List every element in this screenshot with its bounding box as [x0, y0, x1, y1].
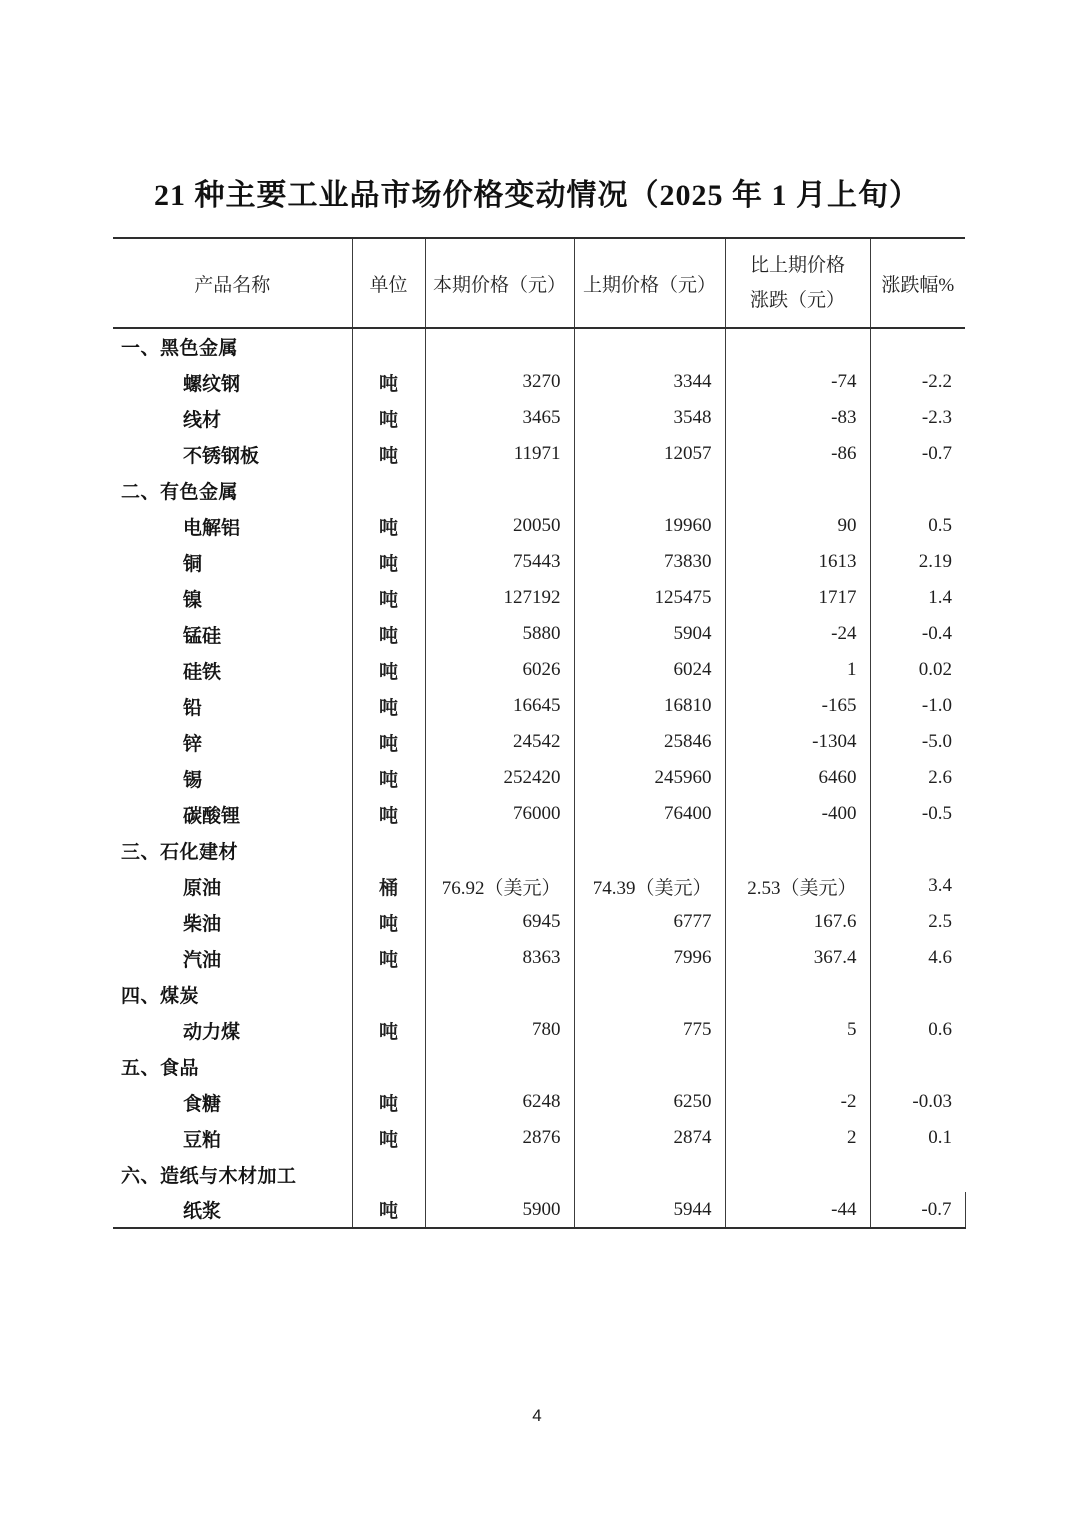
previous-price-cell [574, 328, 725, 364]
price-change-cell: -1304 [725, 724, 870, 760]
current-price-cell: 6026 [425, 652, 574, 688]
table-row [113, 616, 965, 652]
product-name-cell: 原油 [113, 868, 352, 904]
pct-change-cell: 0.02 [918, 659, 952, 680]
current-price-cell: 5900 [425, 1192, 574, 1228]
price-change-cell: 1613 [725, 544, 870, 580]
price-change-cell: 5 [725, 1012, 870, 1048]
previous-price-cell: 73830 [574, 544, 725, 580]
unit-cell: 吨 [352, 400, 425, 436]
price-change-cell: 167.6 [725, 904, 870, 940]
pct-change-cell [870, 1048, 965, 1084]
unit-cell: 桶 [352, 868, 425, 904]
table-row [113, 1156, 965, 1192]
pct-change-cell: 0.5 [928, 515, 952, 536]
pct-change-cell: -0.4 [921, 623, 952, 644]
product-name-cell: 铜 [113, 544, 352, 580]
price-table [113, 237, 966, 1229]
unit-cell [352, 328, 425, 364]
product-name-cell: 锰硅 [113, 616, 352, 652]
pct-change-cell [870, 976, 965, 1012]
pct-change-cell: -0.03 [912, 1091, 952, 1112]
product-name-cell: 汽油 [113, 940, 352, 976]
previous-price-cell: 3344 [574, 364, 725, 400]
pct-change-cell: -1.0 [921, 695, 952, 716]
previous-price-cell: 6250 [574, 1084, 725, 1120]
current-price-cell: 6248 [425, 1084, 574, 1120]
pct-change-cell: -0.7 [870, 1192, 965, 1228]
table-row [113, 976, 965, 1012]
table-row [113, 1084, 965, 1120]
unit-cell: 吨 [352, 616, 425, 652]
pct-change-cell: 4.6 [928, 947, 952, 968]
price-change-cell: 6460 [725, 760, 870, 796]
header-product-name: 产品名称 [113, 238, 352, 328]
pct-change-cell [870, 472, 965, 508]
unit-cell: 吨 [352, 580, 425, 616]
price-change-cell: 2 [725, 1120, 870, 1156]
pct-change-cell: -5.0 [921, 731, 952, 752]
table-row [113, 364, 965, 400]
price-change-cell: -24 [725, 616, 870, 652]
unit-cell: 吨 [352, 760, 425, 796]
table-row [113, 472, 965, 508]
previous-price-cell: 16810 [574, 688, 725, 724]
table-row [113, 1012, 965, 1048]
price-change-cell: -44 [725, 1192, 870, 1228]
price-change-cell [725, 832, 870, 868]
current-price-cell: 3270 [425, 364, 574, 400]
current-price-cell: 24542 [425, 724, 574, 760]
previous-price-cell: 245960 [574, 760, 725, 796]
previous-price-cell: 6024 [574, 652, 725, 688]
pct-change-cell: -2.3 [921, 407, 952, 428]
product-name-cell: 线材 [113, 400, 352, 436]
price-change-cell: 90 [725, 508, 870, 544]
table-header [113, 238, 965, 328]
pct-change-cell [870, 1156, 965, 1192]
table-row [113, 508, 965, 544]
product-name-cell: 四、煤炭 [113, 976, 352, 1012]
current-price-cell: 127192 [425, 580, 574, 616]
pct-change-cell: 0.1 [928, 1127, 952, 1148]
table-row [113, 940, 965, 976]
price-change-cell [725, 976, 870, 1012]
previous-price-cell [574, 1048, 725, 1084]
header-unit: 单位 [352, 238, 425, 328]
header-previous-price: 上期价格（元） [574, 238, 725, 328]
table-row [113, 832, 965, 868]
product-name-cell: 五、食品 [113, 1048, 352, 1084]
previous-price-cell: 775 [574, 1012, 725, 1048]
previous-price-cell: 76400 [574, 796, 725, 832]
unit-cell [352, 1156, 425, 1192]
previous-price-cell: 74.39（美元） [574, 868, 725, 904]
previous-price-cell: 6777 [574, 904, 725, 940]
current-price-cell: 6945 [425, 904, 574, 940]
table-row [113, 1192, 965, 1228]
current-price-cell: 76000 [425, 796, 574, 832]
table-row [113, 688, 965, 724]
current-price-cell [425, 1048, 574, 1084]
pct-change-cell: -0.5 [921, 803, 952, 824]
pct-change-cell: 2.6 [928, 767, 952, 788]
current-price-cell: 780 [425, 1012, 574, 1048]
unit-cell: 吨 [352, 1084, 425, 1120]
product-name-cell: 豆粕 [113, 1120, 352, 1156]
previous-price-cell [574, 832, 725, 868]
pct-change-cell [870, 832, 965, 868]
page-number: 4 [532, 1406, 542, 1425]
table-row [113, 760, 965, 796]
unit-cell: 吨 [352, 940, 425, 976]
table-row [113, 904, 965, 940]
product-name-cell: 动力煤 [113, 1012, 352, 1048]
price-change-cell [725, 1156, 870, 1192]
current-price-cell: 76.92（美元） [425, 868, 574, 904]
table-row [113, 544, 965, 580]
current-price-cell: 75443 [425, 544, 574, 580]
product-name-cell: 一、黑色金属 [113, 328, 352, 364]
current-price-cell [425, 832, 574, 868]
unit-cell: 吨 [352, 364, 425, 400]
table-body [113, 328, 965, 1228]
previous-price-cell: 5904 [574, 616, 725, 652]
product-name-cell: 螺纹钢 [113, 364, 352, 400]
unit-cell: 吨 [352, 904, 425, 940]
current-price-cell: 16645 [425, 688, 574, 724]
unit-cell [352, 1048, 425, 1084]
current-price-cell: 11971 [425, 436, 574, 472]
unit-cell: 吨 [352, 1192, 425, 1228]
unit-cell: 吨 [352, 436, 425, 472]
pct-change-cell: 2.19 [918, 551, 952, 572]
previous-price-cell [574, 472, 725, 508]
previous-price-cell [574, 976, 725, 1012]
header-price-change-line1: 比上期价格 [749, 254, 845, 276]
current-price-cell: 252420 [425, 760, 574, 796]
unit-cell [352, 976, 425, 1012]
previous-price-cell: 19960 [574, 508, 725, 544]
product-name-cell: 六、造纸与木材加工 [113, 1156, 352, 1192]
table-row [113, 652, 965, 688]
current-price-cell: 20050 [425, 508, 574, 544]
header-price-change-line2: 涨跌（元） [749, 290, 845, 311]
table-row [113, 868, 965, 904]
previous-price-cell: 2874 [574, 1120, 725, 1156]
pct-change-cell: 2.5 [928, 911, 952, 932]
product-name-cell: 硅铁 [113, 652, 352, 688]
product-name-cell: 镍 [113, 580, 352, 616]
unit-cell: 吨 [352, 796, 425, 832]
current-price-cell [425, 472, 574, 508]
current-price-cell: 8363 [425, 940, 574, 976]
price-change-cell: 1717 [725, 580, 870, 616]
previous-price-cell: 125475 [574, 580, 725, 616]
price-change-cell [725, 1048, 870, 1084]
current-price-cell [425, 1156, 574, 1192]
pct-change-cell: 1.4 [928, 587, 952, 608]
price-change-cell [725, 328, 870, 364]
table-row [113, 724, 965, 760]
price-change-cell: 1 [725, 652, 870, 688]
previous-price-cell: 5944 [574, 1192, 725, 1228]
header-row [113, 238, 965, 328]
pct-change-cell: 0.6 [928, 1019, 952, 1040]
product-name-cell: 三、石化建材 [113, 832, 352, 868]
product-name-cell: 锡 [113, 760, 352, 796]
price-change-cell: -400 [725, 796, 870, 832]
unit-cell [352, 472, 425, 508]
price-change-cell [725, 472, 870, 508]
previous-price-cell: 3548 [574, 400, 725, 436]
unit-cell: 吨 [352, 508, 425, 544]
previous-price-cell: 12057 [574, 436, 725, 472]
product-name-cell: 二、有色金属 [113, 472, 352, 508]
previous-price-cell: 25846 [574, 724, 725, 760]
current-price-cell [425, 328, 574, 364]
product-name-cell: 锌 [113, 724, 352, 760]
page-title: 21 种主要工业品市场价格变动情况（2025 年 1 月上旬） [154, 179, 920, 212]
product-name-cell: 食糖 [113, 1084, 352, 1120]
price-change-cell: 2.53（美元） [725, 868, 870, 904]
pct-change-cell: -0.7 [921, 443, 952, 464]
unit-cell: 吨 [352, 544, 425, 580]
unit-cell: 吨 [352, 652, 425, 688]
unit-cell: 吨 [352, 1120, 425, 1156]
table-row [113, 436, 965, 472]
header-price-change [725, 238, 870, 328]
current-price-cell [425, 976, 574, 1012]
price-change-cell: -2 [725, 1084, 870, 1120]
price-change-cell: 367.4 [725, 940, 870, 976]
product-name-cell: 不锈钢板 [113, 436, 352, 472]
current-price-cell: 2876 [425, 1120, 574, 1156]
price-change-cell: -83 [725, 400, 870, 436]
unit-cell: 吨 [352, 1012, 425, 1048]
current-price-cell: 3465 [425, 400, 574, 436]
table-row [113, 400, 965, 436]
table-row [113, 328, 965, 364]
table-row [113, 580, 965, 616]
pct-change-cell: 3.4 [928, 875, 952, 896]
product-name-cell: 柴油 [113, 904, 352, 940]
header-pct-change: 涨跌幅% [870, 238, 965, 328]
table-row [113, 1048, 965, 1084]
product-name-cell: 纸浆 [113, 1192, 352, 1228]
price-change-cell: -74 [725, 364, 870, 400]
pct-change-cell [870, 328, 965, 364]
current-price-cell: 5880 [425, 616, 574, 652]
table-row [113, 796, 965, 832]
product-name-cell: 铅 [113, 688, 352, 724]
previous-price-cell: 7996 [574, 940, 725, 976]
price-change-cell: -165 [725, 688, 870, 724]
unit-cell [352, 832, 425, 868]
unit-cell: 吨 [352, 724, 425, 760]
header-current-price: 本期价格（元） [425, 238, 574, 328]
price-change-cell: -86 [725, 436, 870, 472]
product-name-cell: 碳酸锂 [113, 796, 352, 832]
table-row [113, 1120, 965, 1156]
previous-price-cell [574, 1156, 725, 1192]
unit-cell: 吨 [352, 688, 425, 724]
pct-change-cell: -2.2 [921, 371, 952, 392]
product-name-cell: 电解铝 [113, 508, 352, 544]
